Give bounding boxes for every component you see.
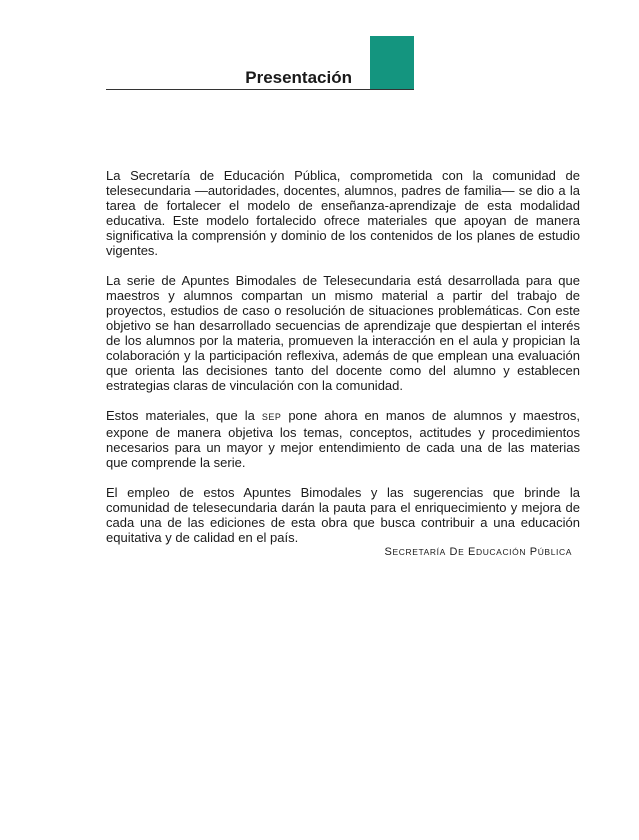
page-title: Presentación <box>245 68 352 87</box>
paragraph-3: Estos materiales, que la SEP pone ahora en manos de alumnos y maestros, expone de manera objetiva los temas, conceptos, actitudes y procedimientos necesarios para un mayor y mejor entendimiento de cada una de las materias que comprende la serie. <box>106 408 580 470</box>
signature: SECRETARÍA DE EDUCACIÓN PÚBLICA <box>384 546 572 558</box>
paragraph-4: El empleo de estos Apuntes Bimodales y las sugerencias que brinde la comunidad de telesecundaria darán la pauta para el enriquecimiento y mejora de cada una de las ediciones de esta obra que busca contribuir a una educación equitativa y de calidad en el país. <box>106 485 580 545</box>
presentation-body <box>106 168 580 560</box>
paragraph-1: La Secretaría de Educación Pública, comprometida con la comunidad de telesecundaria —autoridades, docentes, alumnos, padres de familia— se dio a la tarea de fortalecer el modelo de enseñanza-aprendizaje de esta modalidad educativa. Este modelo fortalecido ofrece materiales que apoyan de manera significativa la comprensión y dominio de los contenidos de los planes de estudio vigentes. <box>106 168 580 258</box>
sep-abbreviation: SEP <box>261 412 282 422</box>
header-divider <box>106 89 414 90</box>
paragraph-2: La serie de Apuntes Bimodales de Telesecundaria está desarrollada para que maestros y alumnos compartan un mismo material a partir del trabajo de proyectos, estudios de caso o resolución de situaciones problemáticas. Con este objetivo se han desarrollado secuencias de aprendizaje que despiertan el interés de los alumnos por la materia, promueven la interacción en el aula y propician la colaboración y la participación reflexiva, además de que emplean una evaluación que orienta las decisiones tanto del docente como del alumno y establecen estrategias claras de vinculación con la comunidad. <box>106 273 580 393</box>
header-accent-block <box>370 36 414 89</box>
